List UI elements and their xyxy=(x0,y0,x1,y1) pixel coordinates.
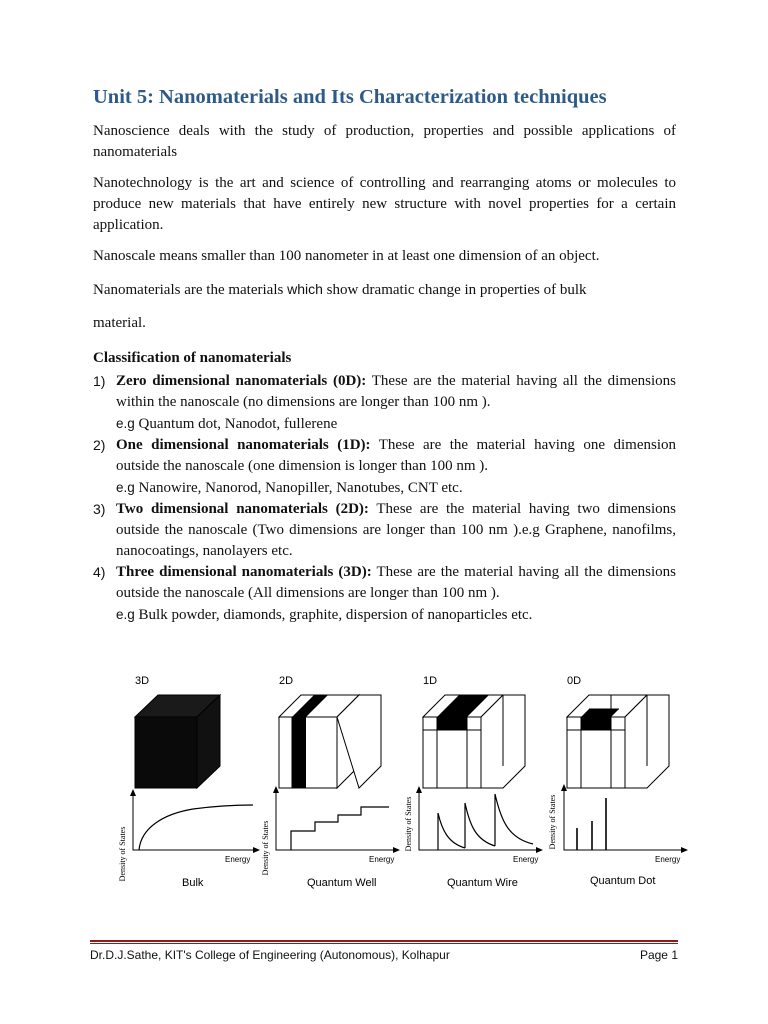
list-item-number: 2) xyxy=(93,437,106,453)
paragraph-nanoscale: Nanoscale means smaller than 100 nanometer in at least one dimension of an object. xyxy=(93,248,600,264)
page-title: Unit 5: Nanomaterials and Its Characterization techniques xyxy=(93,86,607,108)
dos-peaks xyxy=(438,794,533,850)
bulk-caption: Bulk xyxy=(182,877,204,889)
footer-divider xyxy=(90,940,678,944)
panel-1d-label: 1D xyxy=(423,675,438,687)
panel-2d-label: 2D xyxy=(279,675,294,687)
list-item-number: 4) xyxy=(93,564,106,580)
y-axis-label: Density of States xyxy=(118,826,127,882)
paragraph-nanotechnology: Nanotechnology is the art and science of controlling and rearranging atoms or molecules to produce new materials that have entirely new structure with novel properties for a certain application. xyxy=(93,175,676,233)
dimensionality-figure-svg xyxy=(93,668,713,898)
list-item xyxy=(93,499,676,562)
list-item-term: Zero dimensional nanomaterials (0D): xyxy=(116,373,367,389)
dot-core-front xyxy=(581,717,611,730)
list-item-example xyxy=(116,477,676,499)
quantum-wire-caption: Quantum Wire xyxy=(447,877,518,889)
example-prefix: e.g xyxy=(116,607,135,622)
dos-steps xyxy=(291,807,389,850)
dos-graph-quantum-well xyxy=(261,786,400,889)
list-item-number: 1) xyxy=(93,373,106,389)
example-prefix: e.g xyxy=(116,480,135,495)
paragraph-nanomaterials xyxy=(93,279,676,301)
quantum-well-caption: Quantum Well xyxy=(307,877,377,889)
list-item-term: Two dimensional nanomaterials (2D): xyxy=(116,501,369,517)
dimensionality-figure xyxy=(93,668,713,898)
x-axis-label: Energy xyxy=(513,855,539,864)
axis-arrow xyxy=(416,786,422,793)
dos-graph-quantum-dot xyxy=(548,784,688,887)
wire-core-front xyxy=(437,717,467,730)
example-prefix: e.g xyxy=(116,416,135,431)
page-number: Page 1 xyxy=(639,948,678,962)
axes xyxy=(133,793,256,850)
dos-graph-quantum-wire xyxy=(404,786,543,889)
y-axis-label: Density of States xyxy=(404,796,413,852)
list-item-term: One dimensional nanomaterials (1D): xyxy=(116,437,371,453)
paragraph-material: material. xyxy=(93,315,146,331)
panel-0d xyxy=(567,675,669,788)
example-text: Quantum dot, Nanodot, fullerene xyxy=(134,416,338,432)
list-item-number: 3) xyxy=(93,501,106,517)
list-item-text: These are the material having all the dimensions within the nanoscale (no dimensions are longer than 100 nm ). xyxy=(116,373,676,410)
list-item-term: Three dimensional nanomaterials (3D): xyxy=(116,564,372,580)
page-footer xyxy=(90,948,678,962)
list-item-example xyxy=(116,413,676,435)
panel-3d-label: 3D xyxy=(135,675,150,687)
axes xyxy=(419,790,539,850)
dos-graph-bulk xyxy=(118,789,260,889)
axis-arrow xyxy=(561,784,567,791)
axes xyxy=(276,790,396,850)
dos-curve xyxy=(139,805,253,850)
x-axis-label: Energy xyxy=(655,855,681,864)
paragraph-nanomaterials-which: which xyxy=(287,281,323,297)
axis-arrow xyxy=(393,847,400,853)
panel-2d xyxy=(279,675,381,788)
panel-1d xyxy=(423,675,525,788)
axis-arrow xyxy=(681,847,688,853)
list-item-example xyxy=(116,604,676,626)
panel-3d xyxy=(135,675,220,788)
list-item-text: These are the material having one dimension outside the nanoscale (one dimension is longer than 100 nm ). xyxy=(116,437,676,474)
list-item xyxy=(93,562,676,626)
axis-arrow xyxy=(130,789,136,796)
list-item-text: These are the material having two dimensions outside the nanoscale (Two dimensions are longer than 100 nm ).e.g Graphene, nanofilms, nanocoatings, nanolayers etc. xyxy=(116,501,676,559)
bulk-block-front xyxy=(135,717,197,788)
list-item xyxy=(93,371,676,435)
y-axis-label: Density of States xyxy=(261,820,270,876)
y-axis-label: Density of States xyxy=(548,794,557,850)
well-block-front xyxy=(279,717,337,788)
well-layer-front xyxy=(292,717,306,788)
list-item-text: These are the material having all the dimensions outside the nanoscale (All dimensions are longer than 100 nm ). xyxy=(116,564,676,601)
classification-list xyxy=(93,371,676,626)
x-axis-label: Energy xyxy=(369,855,395,864)
paragraph-nanoscience: Nanoscience deals with the study of production, properties and possible applications of nanomaterials xyxy=(93,123,676,160)
list-item xyxy=(93,435,676,499)
example-text: Nanowire, Nanorod, Nanopiller, Nanotubes, CNT etc. xyxy=(134,480,463,496)
paragraph-nanomaterials-part-c: show dramatic change in properties of bulk xyxy=(322,282,587,298)
footer-author: Dr.D.J.Sathe, KIT's College of Engineering (Autonomous), Kolhapur xyxy=(90,948,450,962)
document-body xyxy=(93,86,676,626)
classification-heading: Classification of nanomaterials xyxy=(93,350,292,366)
axis-arrow xyxy=(273,786,279,793)
paragraph-nanomaterials-part-a: Nanomaterials are the materials xyxy=(93,282,288,298)
axis-arrow xyxy=(253,847,260,853)
example-text: Bulk powder, diamonds, graphite, dispersion of nanoparticles etc. xyxy=(134,607,533,623)
axes xyxy=(564,788,684,850)
quantum-dot-caption: Quantum Dot xyxy=(590,875,656,887)
x-axis-label: Energy xyxy=(225,855,251,864)
axis-arrow xyxy=(536,847,543,853)
panel-0d-label: 0D xyxy=(567,675,582,687)
